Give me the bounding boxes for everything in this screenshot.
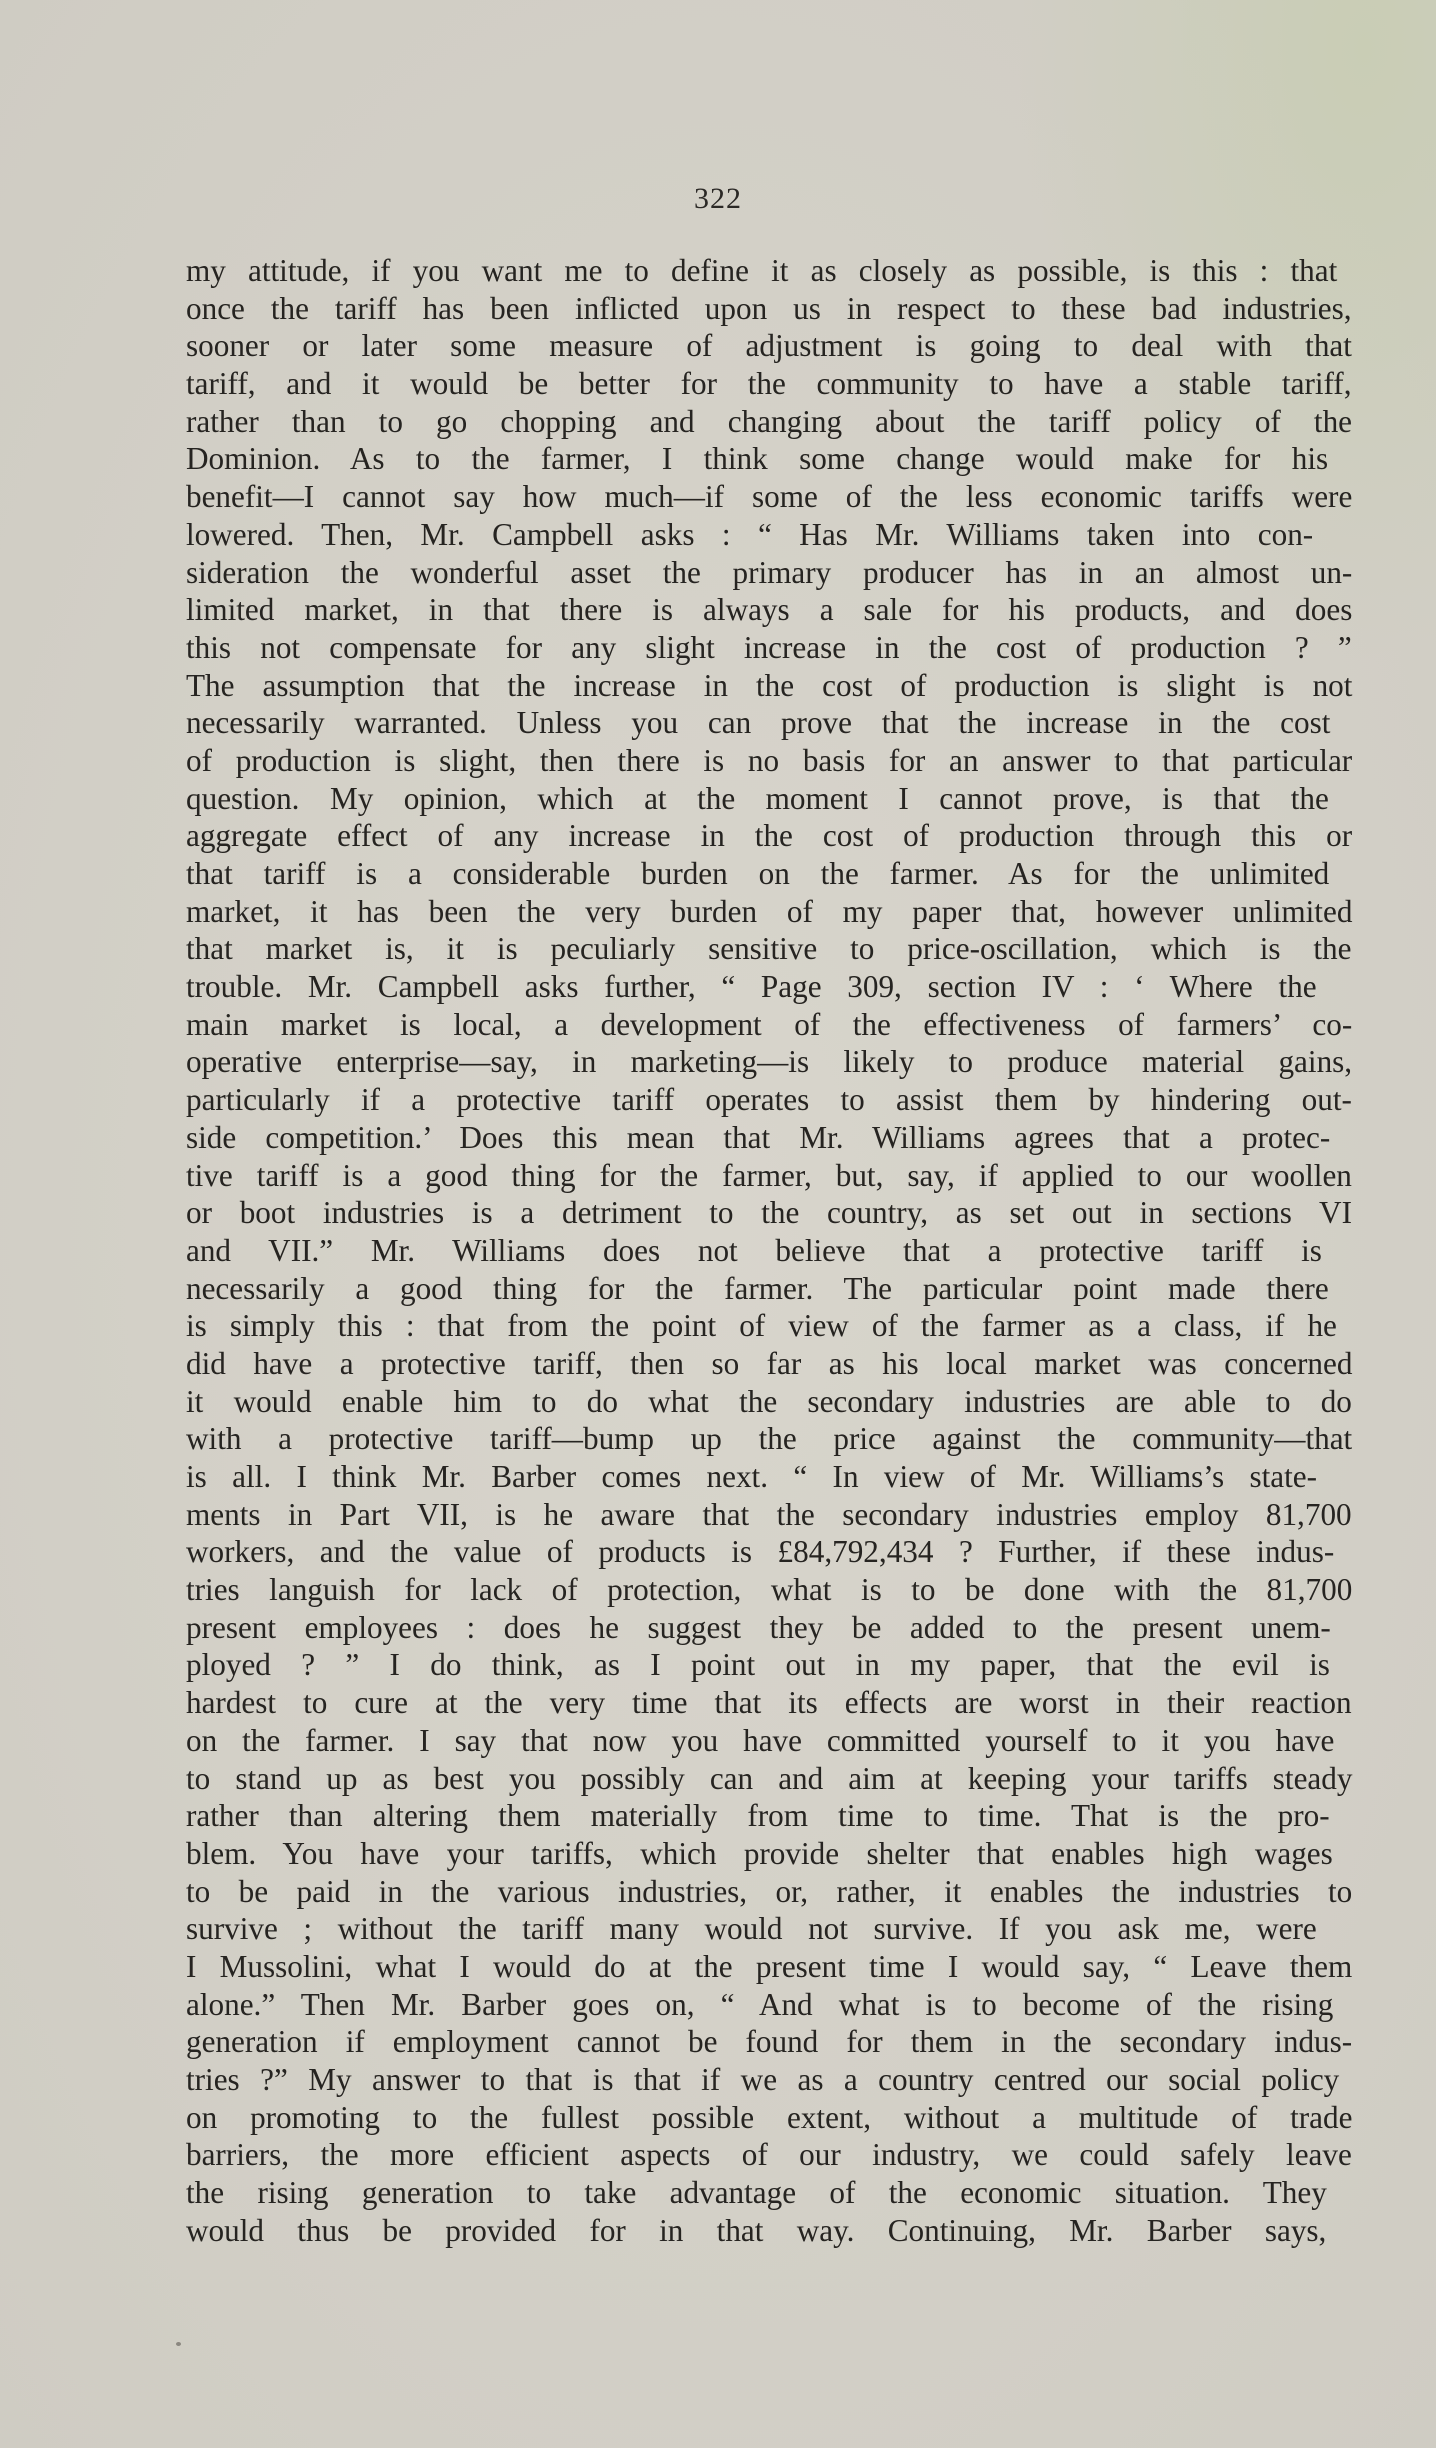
text-line: workers, and the value of products is £84,792,434 ? Further, if these indus- bbox=[186, 1534, 1335, 1570]
text-line: or boot industries is a detriment to the country, as set out in sections VI bbox=[186, 1195, 1352, 1231]
text-line: and VII.” Mr. Williams does not believe that a protective tariff is bbox=[186, 1232, 1322, 1268]
text-line: blem. You have your tariffs, which provide shelter that enables high wages bbox=[186, 1835, 1333, 1871]
text-line: is simply this : that from the point of view of the farmer as a class, if he bbox=[186, 1308, 1337, 1344]
text-line: The assumption that the increase in the cost of production is slight is not bbox=[186, 667, 1353, 703]
text-line: present employees : does he suggest they be added to the present unem- bbox=[186, 1609, 1331, 1645]
text-line: Dominion. As to the farmer, I think some change would make for his bbox=[186, 441, 1329, 477]
text-line: did have a protective tariff, then so far as his local market was concerned bbox=[186, 1345, 1353, 1381]
page-number: 322 bbox=[694, 182, 742, 215]
text-line: hardest to cure at the very time that its effects are worst in their reaction bbox=[186, 1685, 1352, 1721]
text-line: tries ?” My answer to that is that if we as a country centred our social policy bbox=[186, 2062, 1340, 2097]
text-line: tries languish for lack of protection, what is to be done with the 81,700 bbox=[186, 1572, 1353, 1608]
text-line: side competition.’ Does this mean that Mr. Williams agrees that a protec- bbox=[186, 1119, 1331, 1155]
text-line: rather than to go chopping and changing about the tariff policy of the bbox=[186, 403, 1353, 439]
text-line: alone.” Then Mr. Barber goes on, “ And what is to become of the rising bbox=[186, 1986, 1334, 2022]
text-line: necessarily warranted. Unless you can prove that the increase in the cost bbox=[186, 705, 1331, 741]
text-line: lowered. Then, Mr. Campbell asks : “ Has Mr. Williams taken into con- bbox=[186, 516, 1314, 552]
text-line: rather than altering them materially from time to time. That is the pro- bbox=[186, 1798, 1330, 1834]
text-line: this not compensate for any slight increase in the cost of production ? ” bbox=[186, 629, 1352, 665]
text-line: with a protective tariff—bump up the price against the community—that bbox=[186, 1421, 1353, 1457]
text-line: main market is local, a development of the effectiveness of farmers’ co- bbox=[186, 1006, 1353, 1042]
text-line: that tariff is a considerable burden on the farmer. As for the unlimited bbox=[186, 856, 1330, 891]
text-line: ments in Part VII, is he aware that the secondary industries employ 81,700 bbox=[186, 1496, 1352, 1532]
text-line: trouble. Mr. Campbell asks further, “ Page 309, section IV : ‘ Where the bbox=[186, 969, 1317, 1005]
text-line: survive ; without the tariff many would not survive. If you ask me, were bbox=[186, 1911, 1317, 1947]
text-line: question. My opinion, which at the moment I cannot prove, is that the bbox=[186, 780, 1329, 816]
body-text bbox=[186, 252, 1352, 2249]
text-line: is all. I think Mr. Barber comes next. “ In view of Mr. Williams’s state- bbox=[186, 1459, 1317, 1494]
text-line: benefit—I cannot say how much—if some of the less economic tariffs were bbox=[186, 479, 1353, 515]
text-line: to stand up as best you possibly can and aim at keeping your tariffs steady bbox=[186, 1760, 1353, 1796]
text-line: generation if employment cannot be found for them in the secondary indus- bbox=[186, 2024, 1353, 2060]
text-line: market, it has been the very burden of my paper that, however unlimited bbox=[186, 893, 1353, 929]
text-line: once the tariff has been inflicted upon us in respect to these bad industries, bbox=[186, 290, 1352, 326]
text-line: tariff, and it would be better for the community to have a stable tariff, bbox=[186, 366, 1352, 402]
text-line: the rising generation to take advantage of the economic situation. They bbox=[186, 2175, 1327, 2211]
text-line: of production is slight, then there is no basis for an answer to that particular bbox=[186, 742, 1353, 778]
text-line: would thus be provided for in that way. Continuing, Mr. Barber says, bbox=[186, 2212, 1327, 2248]
text-line: on promoting to the fullest possible extent, without a multitude of trade bbox=[186, 2099, 1353, 2135]
text-line: on the farmer. I say that now you have committed yourself to it you have bbox=[186, 1722, 1335, 1758]
text-line: I Mussolini, what I would do at the present time I would say, “ Leave them bbox=[186, 1948, 1353, 1984]
text-line: sooner or later some measure of adjustment is going to deal with that bbox=[186, 328, 1352, 364]
text-line: tive tariff is a good thing for the farmer, but, say, if applied to our woollen bbox=[186, 1157, 1352, 1193]
text-line: particularly if a protective tariff operates to assist them by hindering out- bbox=[186, 1082, 1352, 1118]
text-line: my attitude, if you want me to define it as closely as possible, is this : that bbox=[186, 253, 1338, 288]
text-line: barriers, the more efficient aspects of our industry, we could safely leave bbox=[186, 2137, 1352, 2173]
text-line: sideration the wonderful asset the primary producer has in an almost un- bbox=[186, 554, 1353, 590]
text-line: aggregate effect of any increase in the cost of production through this or bbox=[186, 818, 1353, 854]
text-line: that market is, it is peculiarly sensitive to price-oscillation, which is the bbox=[186, 931, 1352, 967]
text-line: operative enterprise—say, in marketing—is likely to produce material gains, bbox=[186, 1044, 1353, 1080]
text-line: it would enable him to do what the secondary industries are able to do bbox=[186, 1383, 1352, 1419]
paper-speck bbox=[176, 2342, 181, 2346]
text-line: necessarily a good thing for the farmer. The particular point made there bbox=[186, 1270, 1329, 1306]
text-line: ployed ? ” I do think, as I point out in my paper, that the evil is bbox=[186, 1647, 1330, 1683]
text-line: limited market, in that there is always a sale for his products, and does bbox=[186, 592, 1353, 628]
text-line: to be paid in the various industries, or, rather, it enables the industries to bbox=[186, 1873, 1353, 1909]
